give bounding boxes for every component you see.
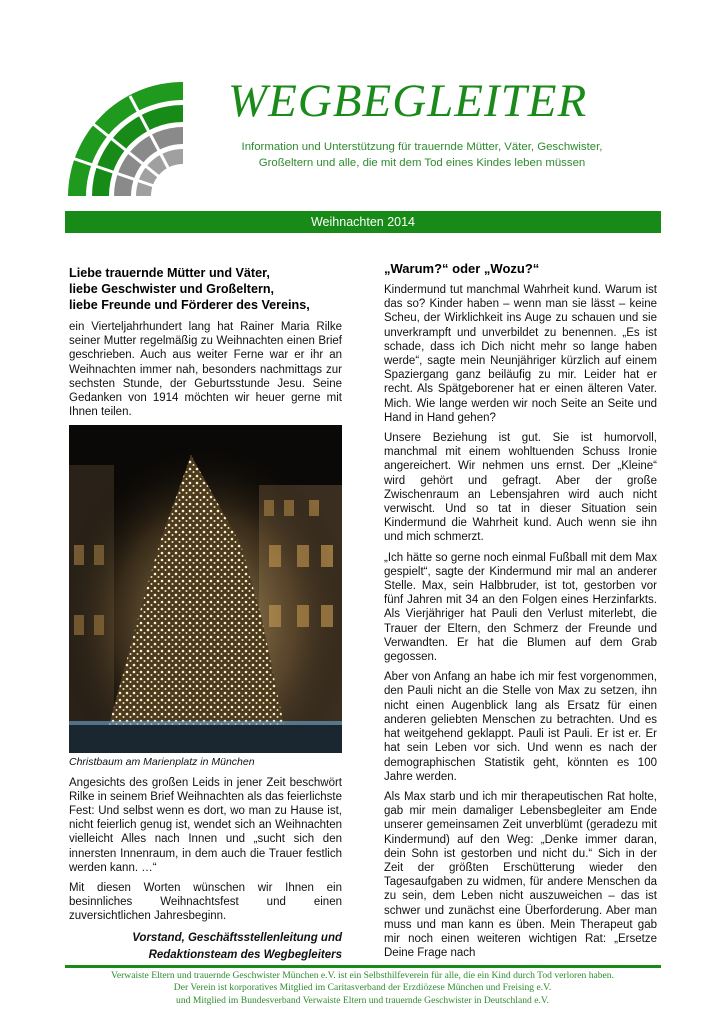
right-column: [384, 261, 657, 966]
left-column: [69, 265, 342, 964]
footer-line: Der Verein ist korporatives Mitglied im Caritasverband der Erzdiözese München und Freising e.V.: [173, 982, 552, 994]
signature-line: Redaktionsteam des Wegbegleiters: [148, 948, 342, 961]
article-paragraph: „Ich hätte so gerne noch einmal Fußball mit dem Max gespielt“, sagte der Kindermund mir mal an anderer Stelle. Max, sein Halbbruder, ist tot, gestorben vor fünf Jahren mit 34 an den Folgen eines Herzinfarkts. Als Vierjähriger hat Pauli den Verlust miterlebt, die Trauer der Eltern, den Schmerz der Freunde und Verwandten. Er hat die Blumen auf dem Grab gegossen.: [384, 551, 657, 664]
greeting-line: liebe Freunde und Förderer des Vereins,: [69, 298, 310, 312]
article-paragraph: Als Max starb und ich mir therapeutischen Rat holte, gab mir mein damaliger Lebensbegleiter am Ende unserer gemeinsamen Zeit unverblümt (geradezu mit Kindermund) auf den Weg: „Denke immer daran, dein Sohn ist gestorben und nicht du.“ Sich in der Zeit der größten Erschütterung wieder den Tagesaufgaben zu widmen, für andere Menschen da zu sein, dem Leben nicht auszuweichen – das ist schwer und zunächst eine Überforderung. Aber man muss und man kann es üben. Mein Therapeut gab mir noch einen weiteren wichtigen Rat: „Ersetze Deine Frage nach: [384, 790, 657, 960]
greeting-heading: [69, 265, 342, 313]
signature-line: Vorstand, Geschäftsstellenleitung und: [132, 931, 342, 944]
greeting-line: liebe Geschwister und Großeltern,: [69, 282, 275, 296]
masthead-subtitle: [222, 139, 622, 171]
issue-banner: Weihnachten 2014: [65, 211, 661, 233]
signature: [69, 930, 342, 964]
footer-divider: [65, 965, 661, 968]
christmas-tree-photo: [69, 425, 342, 753]
photo-caption: Christbaum am Marienplatz in München: [69, 756, 255, 769]
intro-paragraph: ein Vierteljahrhundert lang hat Rainer Maria Rilke seiner Mutter regelmäßig zu Weihnachten einen Brief geschrieben. Auch aus weiter Ferne war er ihr an Weihnachten immer nah, besonders nachmittags zur sechsten Stunde, der Geburtsstunde Jesu. Seine Gedanken von 1914 möchten wir heuer gerne mit Ihnen teilen.: [69, 321, 342, 419]
masthead-title: WEGBEGLEITER: [228, 75, 588, 127]
body-paragraph: Angesichts des großen Leids in jener Zeit beschwört Rilke in seinem Brief Weihnachten als das feierlichste Fest: Und selbst wenn es dort, wo man zu Hause ist, nicht feierlich genug ist, wendet sich an Weihnachten vielleicht Alles nach Innen und „sucht sich den innersten Innenraum, in dem auch die Trauer festlich werden kann. …“: [69, 776, 342, 874]
subtitle-line: Großeltern und alle, die mit dem Tod eines Kindes leben müssen: [258, 157, 586, 169]
subtitle-line: Information und Unterstützung für trauernde Mütter, Väter, Geschwister,: [241, 141, 603, 153]
footer: [40, 970, 685, 1007]
footer-line: Verwaiste Eltern und trauernde Geschwister München e.V. ist ein Selbsthilfeverein für alle, die ein Kind durch Tod verloren haben.: [110, 970, 615, 981]
greeting-line: Liebe trauernde Mütter und Väter,: [69, 266, 270, 280]
footer-line: und Mitglied im Bundesverband Verwaiste Eltern und trauernde Geschwister in Deutschland e.V.: [176, 994, 549, 1006]
article-heading: „Warum?“ oder „Wozu?“: [384, 261, 540, 276]
body-paragraph: Mit diesen Worten wünschen wir Ihnen ein besinnliches Weihnachtsfest und einen zuversichtlichen Jahresbeginn.: [69, 882, 342, 923]
article-paragraph: Kindermund tut manchmal Wahrheit kund. Warum ist das so? Kinder haben – wenn man sie lässt – keine Scheu, der Wirklichkeit ins Auge zu schauen und sie unverkrampft und unverbildet zu benennen. „Es ist schade, dass ich Dich nicht mehr so lange haben werde“, sagte mein Neunjähriger kürzlich auf einem Spaziergang ganz beiläufig zu mir. Leider hat er recht. Als Spätgeborener hat er einen älteren Vater. Mich. Wie lange werden wir noch Seite an Seite und Hand in Hand gehen?: [384, 284, 657, 424]
arc-logo-icon: [62, 78, 197, 200]
article-paragraph: Unsere Beziehung ist gut. Sie ist humorvoll, manchmal mit einem wohltuenden Schuss Ironie angereichert. Wir nehmen uns ernst. Der „Kleine“ wird gehört und gefragt. Aber der große Zwischenraum an Lebensjahren wird auch nicht verwischt. Und so tat in dieser Situation sein Kindermund die Wahrheit kund. Auch wenn sie ihn und mich schmerzt.: [384, 432, 657, 544]
article-paragraph: Aber von Anfang an habe ich mir fest vorgenommen, den Pauli nicht an die Stelle von Max zu setzen, ihn nicht einen Augenblick lang als Ersatz für einen anderen geliebten Menschen zu betrachten. Und es hat weitgehend geklappt. Pauli ist Pauli. Er ist er. Er hat sein Leben vor sich. Und wenn es nach der demographischen Statistik geht, könnten es 100 Jahre werden.: [384, 671, 657, 783]
